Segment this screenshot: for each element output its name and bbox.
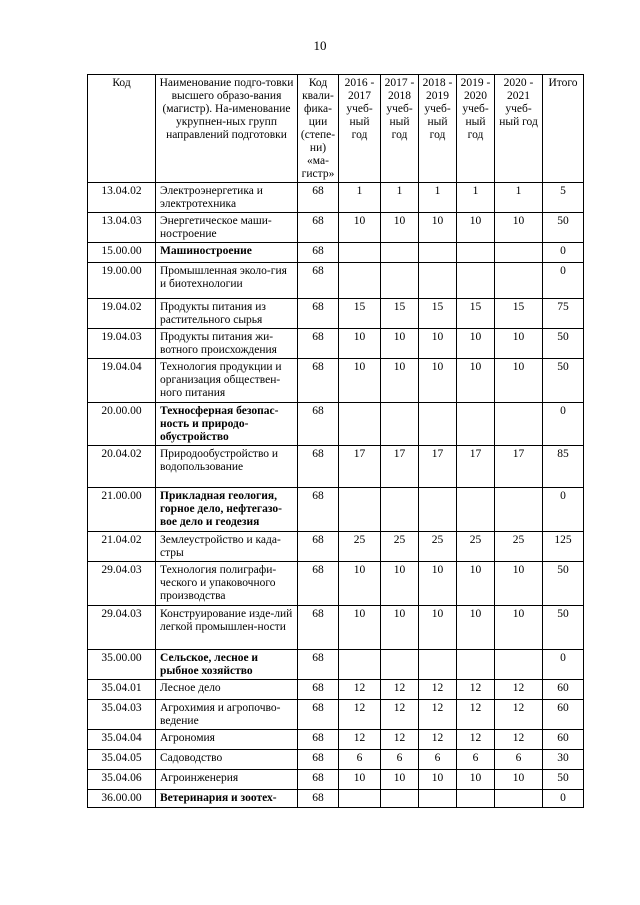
row-code: 35.04.01	[88, 680, 156, 700]
row-year-value: 10	[419, 562, 457, 606]
row-name: Технология полиграфи-ческого и упаковочного производства	[156, 562, 298, 606]
row-year-value: 25	[339, 532, 381, 562]
row-year-value	[381, 488, 419, 532]
row-qualification: 68	[298, 606, 339, 650]
row-year-value: 15	[381, 299, 419, 329]
row-name: Продукты питания жи-вотного происхождения	[156, 329, 298, 359]
row-code: 35.04.04	[88, 730, 156, 750]
row-code: 35.04.05	[88, 750, 156, 770]
row-year-value: 17	[339, 446, 381, 488]
row-code: 19.00.00	[88, 263, 156, 299]
row-year-value: 10	[339, 562, 381, 606]
table-row	[88, 243, 584, 263]
admission-plan-table	[87, 74, 584, 808]
table-row	[88, 790, 584, 808]
row-year-value	[339, 790, 381, 808]
row-qualification: 68	[298, 446, 339, 488]
row-year-value: 15	[457, 299, 495, 329]
row-year-value	[419, 243, 457, 263]
row-qualification: 68	[298, 263, 339, 299]
row-total: 5	[543, 183, 584, 213]
table-row	[88, 750, 584, 770]
row-qualification: 68	[298, 243, 339, 263]
row-year-value: 10	[457, 359, 495, 403]
row-total: 50	[543, 562, 584, 606]
row-name: Промышленная эколо-гия и биотехнологии	[156, 263, 298, 299]
table-row	[88, 263, 584, 299]
row-name: Техносферная безопас-ность и природо-обустройство	[156, 403, 298, 446]
row-code: 20.00.00	[88, 403, 156, 446]
row-qualification: 68	[298, 532, 339, 562]
row-year-value: 12	[339, 700, 381, 730]
row-year-value: 12	[495, 730, 543, 750]
row-year-value: 12	[457, 700, 495, 730]
row-year-value	[495, 790, 543, 808]
row-name: Прикладная геология, горное дело, нефтегазо-вое дело и геодезия	[156, 488, 298, 532]
row-code: 15.00.00	[88, 243, 156, 263]
row-year-value	[381, 650, 419, 680]
row-year-value: 17	[419, 446, 457, 488]
row-year-value: 6	[339, 750, 381, 770]
row-year-value: 10	[495, 770, 543, 790]
row-year-value: 15	[419, 299, 457, 329]
row-year-value: 17	[495, 446, 543, 488]
row-year-value: 10	[339, 213, 381, 243]
row-year-value: 10	[339, 329, 381, 359]
row-year-value	[457, 243, 495, 263]
row-year-value: 12	[381, 730, 419, 750]
row-total: 50	[543, 329, 584, 359]
row-total: 85	[543, 446, 584, 488]
row-year-value	[457, 488, 495, 532]
header-name: Наименование подго-товки высшего образо-вания (магистр). На-именование укрупнен-ных групп направлений подготовки	[156, 75, 298, 183]
row-total: 0	[543, 243, 584, 263]
row-code: 29.04.03	[88, 606, 156, 650]
row-code: 20.04.02	[88, 446, 156, 488]
row-qualification: 68	[298, 299, 339, 329]
row-year-value: 12	[419, 680, 457, 700]
row-year-value: 15	[339, 299, 381, 329]
row-year-value	[457, 650, 495, 680]
row-qualification: 68	[298, 562, 339, 606]
row-total: 0	[543, 790, 584, 808]
row-name: Агрономия	[156, 730, 298, 750]
row-qualification: 68	[298, 650, 339, 680]
row-name: Конструирование изде-лий легкой промышлен-ности	[156, 606, 298, 650]
row-year-value: 10	[419, 213, 457, 243]
row-qualification: 68	[298, 730, 339, 750]
row-total: 50	[543, 770, 584, 790]
row-year-value: 12	[339, 730, 381, 750]
row-qualification: 68	[298, 329, 339, 359]
row-year-value: 12	[457, 680, 495, 700]
row-qualification: 68	[298, 770, 339, 790]
header-year-2017: 2017 - 2018 учеб-ный год	[381, 75, 419, 183]
row-year-value: 10	[495, 329, 543, 359]
row-year-value	[339, 650, 381, 680]
row-year-value: 17	[457, 446, 495, 488]
row-year-value: 10	[419, 329, 457, 359]
row-name: Землеустройство и када-стры	[156, 532, 298, 562]
row-year-value: 15	[495, 299, 543, 329]
row-qualification: 68	[298, 403, 339, 446]
table-header-row	[88, 75, 584, 183]
row-total: 0	[543, 403, 584, 446]
row-year-value: 12	[495, 680, 543, 700]
row-year-value: 10	[381, 562, 419, 606]
row-code: 19.04.03	[88, 329, 156, 359]
row-year-value	[495, 263, 543, 299]
row-year-value	[381, 790, 419, 808]
row-year-value	[381, 263, 419, 299]
header-year-2018: 2018 - 2019 учеб-ный год	[419, 75, 457, 183]
row-total: 50	[543, 359, 584, 403]
row-year-value: 12	[339, 680, 381, 700]
row-year-value: 10	[419, 606, 457, 650]
row-name: Агрохимия и агропочво-ведение	[156, 700, 298, 730]
row-name: Природообустройство и водопользование	[156, 446, 298, 488]
row-year-value	[339, 263, 381, 299]
header-year-2016: 2016 - 2017 учеб-ный год	[339, 75, 381, 183]
row-year-value: 10	[381, 359, 419, 403]
row-qualification: 68	[298, 213, 339, 243]
row-year-value: 25	[457, 532, 495, 562]
table-row	[88, 606, 584, 650]
row-qualification: 68	[298, 183, 339, 213]
table-row	[88, 532, 584, 562]
table-row	[88, 650, 584, 680]
row-total: 0	[543, 263, 584, 299]
row-year-value: 1	[495, 183, 543, 213]
row-total: 125	[543, 532, 584, 562]
row-year-value	[457, 790, 495, 808]
row-year-value	[419, 488, 457, 532]
table-row	[88, 680, 584, 700]
row-year-value: 12	[419, 700, 457, 730]
row-year-value: 25	[495, 532, 543, 562]
row-name: Садоводство	[156, 750, 298, 770]
row-year-value: 6	[457, 750, 495, 770]
row-code: 21.04.02	[88, 532, 156, 562]
table-row	[88, 770, 584, 790]
row-code: 29.04.03	[88, 562, 156, 606]
table-row	[88, 446, 584, 488]
row-year-value: 1	[339, 183, 381, 213]
row-year-value: 10	[495, 213, 543, 243]
row-code: 19.04.04	[88, 359, 156, 403]
row-year-value: 10	[419, 359, 457, 403]
table-row	[88, 562, 584, 606]
row-year-value: 10	[419, 770, 457, 790]
row-year-value: 12	[381, 680, 419, 700]
header-year-2020: 2020 - 2021 учеб-ный год	[495, 75, 543, 183]
row-year-value: 10	[339, 606, 381, 650]
row-year-value	[419, 403, 457, 446]
row-year-value: 10	[381, 770, 419, 790]
row-year-value: 10	[457, 770, 495, 790]
table-row	[88, 329, 584, 359]
row-total: 50	[543, 606, 584, 650]
row-code: 21.00.00	[88, 488, 156, 532]
row-year-value: 12	[419, 730, 457, 750]
row-total: 60	[543, 680, 584, 700]
row-year-value	[419, 650, 457, 680]
row-year-value: 10	[381, 606, 419, 650]
row-year-value	[495, 403, 543, 446]
row-code: 36.00.00	[88, 790, 156, 808]
row-year-value: 12	[495, 700, 543, 730]
table-row	[88, 700, 584, 730]
row-qualification: 68	[298, 790, 339, 808]
row-year-value: 6	[495, 750, 543, 770]
page-number: 10	[313, 38, 327, 53]
row-year-value	[339, 488, 381, 532]
row-year-value	[457, 403, 495, 446]
row-qualification: 68	[298, 359, 339, 403]
row-year-value: 10	[339, 770, 381, 790]
row-qualification: 68	[298, 700, 339, 730]
row-name: Энергетическое маши-ностроение	[156, 213, 298, 243]
row-code: 13.04.02	[88, 183, 156, 213]
row-code: 19.04.02	[88, 299, 156, 329]
row-year-value: 12	[457, 730, 495, 750]
header-total: Итого	[543, 75, 584, 183]
row-year-value	[419, 263, 457, 299]
row-year-value	[381, 243, 419, 263]
row-code: 35.00.00	[88, 650, 156, 680]
row-year-value: 10	[495, 606, 543, 650]
row-total: 0	[543, 650, 584, 680]
row-year-value	[419, 790, 457, 808]
row-year-value: 10	[457, 213, 495, 243]
row-year-value: 10	[339, 359, 381, 403]
row-qualification: 68	[298, 750, 339, 770]
table-row	[88, 299, 584, 329]
row-total: 50	[543, 213, 584, 243]
table-row	[88, 488, 584, 532]
row-name: Технология продукции и организация обществен-ного питания	[156, 359, 298, 403]
row-total: 0	[543, 488, 584, 532]
row-year-value: 10	[457, 562, 495, 606]
row-code: 35.04.06	[88, 770, 156, 790]
row-year-value: 1	[381, 183, 419, 213]
table-row	[88, 183, 584, 213]
header-qualification: Код квали-фика-ции (степе-ни) «ма-гистр»	[298, 75, 339, 183]
row-year-value	[339, 243, 381, 263]
row-name: Агроинженерия	[156, 770, 298, 790]
row-name: Ветеринария и зоотех-	[156, 790, 298, 808]
row-year-value: 10	[457, 329, 495, 359]
row-year-value: 10	[457, 606, 495, 650]
row-year-value: 6	[419, 750, 457, 770]
row-year-value: 17	[381, 446, 419, 488]
row-year-value: 10	[495, 562, 543, 606]
row-year-value	[495, 488, 543, 532]
row-year-value: 25	[419, 532, 457, 562]
row-year-value: 25	[381, 532, 419, 562]
row-year-value: 6	[381, 750, 419, 770]
row-name: Продукты питания из растительного сырья	[156, 299, 298, 329]
row-total: 60	[543, 700, 584, 730]
row-name: Лесное дело	[156, 680, 298, 700]
row-total: 60	[543, 730, 584, 750]
row-year-value	[457, 263, 495, 299]
row-year-value: 10	[381, 329, 419, 359]
row-year-value: 10	[495, 359, 543, 403]
row-year-value	[495, 650, 543, 680]
row-year-value	[381, 403, 419, 446]
row-year-value: 1	[419, 183, 457, 213]
table-row	[88, 213, 584, 243]
row-year-value	[495, 243, 543, 263]
row-name: Машиностроение	[156, 243, 298, 263]
row-code: 35.04.03	[88, 700, 156, 730]
row-total: 30	[543, 750, 584, 770]
row-qualification: 68	[298, 488, 339, 532]
header-year-2019: 2019 - 2020 учеб-ный год	[457, 75, 495, 183]
table-row	[88, 403, 584, 446]
row-total: 75	[543, 299, 584, 329]
header-code: Код	[88, 75, 156, 183]
row-year-value: 10	[381, 213, 419, 243]
row-name: Сельское, лесное и рыбное хозяйство	[156, 650, 298, 680]
row-qualification: 68	[298, 680, 339, 700]
row-code: 13.04.03	[88, 213, 156, 243]
row-year-value	[339, 403, 381, 446]
row-year-value: 12	[381, 700, 419, 730]
row-name: Электроэнергетика и электротехника	[156, 183, 298, 213]
table-row	[88, 730, 584, 750]
row-year-value: 1	[457, 183, 495, 213]
table-row	[88, 359, 584, 403]
